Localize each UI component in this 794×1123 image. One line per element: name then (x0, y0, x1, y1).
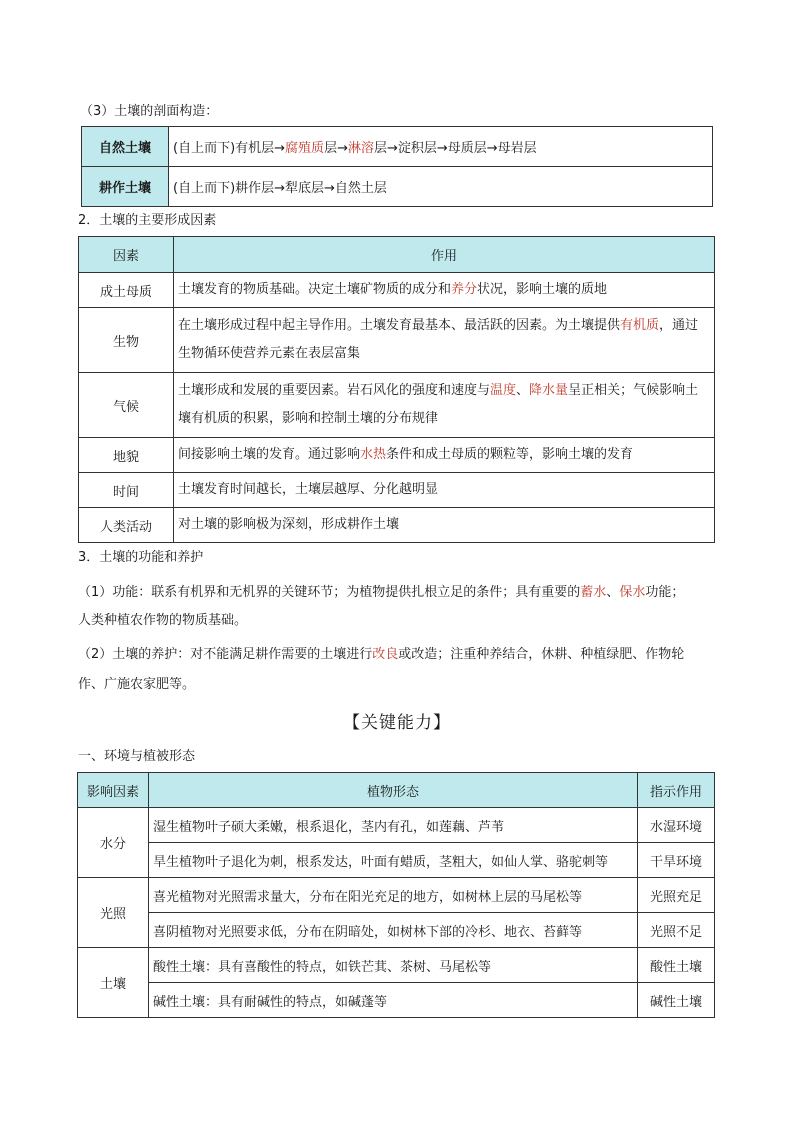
highlight-text: 保水 (619, 585, 646, 600)
indicator-cell: 酸性土壤 (638, 948, 715, 983)
highlight-text: 温度 (490, 383, 517, 398)
highlight-text: 腐殖质 (285, 141, 325, 156)
header-cell: 因素 (79, 237, 174, 273)
text-segment: 土壤发育时间越长，土壤层越厚、分化越明显 (178, 482, 439, 497)
table-row (79, 438, 715, 473)
highlight-text: 蓄水 (580, 585, 607, 600)
header-cell: 作用 (174, 237, 715, 273)
functions-p1-line2 (78, 612, 247, 630)
factor-effect (174, 473, 715, 508)
indicator-cell: 水湿环境 (638, 808, 715, 843)
form-cell: 喜阴植物对光照要求低，分布在阴暗处，如树林下部的冷杉、地衣、苔藓等 (149, 913, 638, 948)
factor-name: 成土母质 (79, 273, 174, 308)
factor-name: 人类活动 (79, 508, 174, 543)
form-cell: 喜光植物对光照需求量大，分布在阳光充足的地方，如树林上层的马尾松等 (149, 878, 638, 913)
factor-name: 时间 (79, 473, 174, 508)
highlight-text: 养分 (451, 282, 478, 297)
factor-cell: 土壤 (78, 948, 149, 1018)
soil-profile-table (81, 126, 713, 207)
table-row (78, 913, 715, 948)
row-key: 自然土壤 (82, 127, 169, 167)
text-segment: 状况，影响土壤的质地 (477, 282, 608, 297)
form-cell: 碱性土壤：具有耐碱性的特点，如碱蓬等 (149, 983, 638, 1018)
table-row (78, 983, 715, 1018)
text-segment: 功能； (645, 585, 685, 600)
soil-profile-heading: （3）土壤的剖面构造： (80, 104, 219, 119)
highlight-text: 水热 (360, 447, 387, 462)
table-row (79, 308, 715, 373)
text-segment: 土壤形成和发展的重要因素。岩石风化的强度和速度与 (178, 383, 491, 398)
table-row (79, 273, 715, 308)
functions-p1-line1 (78, 584, 684, 602)
factor-effect (174, 508, 715, 543)
factor-effect (174, 308, 715, 373)
header-cell: 指示作用 (638, 773, 715, 808)
indicator-cell: 光照不足 (638, 913, 715, 948)
indicator-cell: 碱性土壤 (638, 983, 715, 1018)
functions-p2-line2 (78, 676, 195, 694)
vegetation-table (77, 772, 715, 1018)
factors-table (78, 236, 715, 543)
table-header-row (79, 237, 715, 273)
text-segment: 对土壤的影响极为深刻，形成耕作土壤 (178, 517, 400, 532)
form-cell: 旱生植物叶子退化为刺，根系发达，叶面有蜡质，茎粗大，如仙人掌、骆驼刺等 (149, 843, 638, 878)
key-ability-subheading: 一、环境与植被形态 (78, 749, 196, 764)
highlight-text: 淋溶 (347, 141, 374, 156)
row-value (169, 167, 713, 207)
form-cell: 酸性土壤：具有喜酸性的特点，如铁芒萁、茶树、马尾松等 (149, 948, 638, 983)
text-segment: 条件和成土母质的颗粒等，影响土壤的发育 (386, 447, 634, 462)
text-segment: 土壤发育的物质基础。决定土壤矿物质的成分和 (178, 282, 452, 297)
text-segment: 层→ (324, 141, 348, 156)
text-segment: 或改造；注重种养结合，休耕、种植绿肥、作物轮 (398, 647, 685, 662)
highlight-text: 降水量 (529, 383, 569, 398)
indicator-cell: 干旱环境 (638, 843, 715, 878)
table-row (78, 843, 715, 878)
factor-effect (174, 373, 715, 438)
factor-effect (174, 273, 715, 308)
table-row (82, 127, 713, 167)
highlight-text: 有机质 (620, 318, 660, 333)
row-value (169, 127, 713, 167)
header-cell: 影响因素 (78, 773, 149, 808)
text-segment: (自上而下)有机层→ (173, 141, 286, 156)
table-row (79, 373, 715, 438)
text-segment: (自上而下)耕作层→犁底层→自然土层 (173, 181, 387, 196)
table-row (78, 808, 715, 843)
text-segment: 、 (606, 585, 620, 600)
text-segment: ，通过生物循环使营养元素在表层富集 (178, 318, 699, 361)
text-segment: 间接影响土壤的发育。通过影响 (178, 447, 361, 462)
factor-name: 生物 (79, 308, 174, 373)
text-segment: 人类种植农作物的物质基础。 (78, 613, 248, 628)
functions-heading: 3．土壤的功能和养护 (78, 550, 204, 565)
text-segment: 作、广施农家肥等。 (78, 677, 196, 692)
header-cell: 植物形态 (149, 773, 638, 808)
row-key: 耕作土壤 (82, 167, 169, 207)
table-row (79, 473, 715, 508)
table-header-row (78, 773, 715, 808)
indicator-cell: 光照充足 (638, 878, 715, 913)
text-segment: 、 (516, 383, 530, 398)
table-row (82, 167, 713, 207)
form-cell: 湿生植物叶子硕大柔嫩，根系退化，茎内有孔，如莲藕、芦苇 (149, 808, 638, 843)
factor-name: 地貌 (79, 438, 174, 473)
text-segment: （1）功能：联系有机界和无机界的关键环节；为植物提供扎根立足的条件；具有重要的 (78, 585, 581, 600)
factors-heading: 2．土壤的主要形成因素 (78, 213, 217, 228)
table-row (78, 878, 715, 913)
functions-p2-line1 (78, 646, 684, 664)
text-segment: 呈正相关；气候影响土壤有机质的积累，影响和控制土壤的分布规律 (178, 383, 699, 426)
key-ability-title: 【关键能力】 (343, 713, 451, 733)
factor-name: 气候 (79, 373, 174, 438)
factor-cell: 水分 (78, 808, 149, 878)
factor-effect (174, 438, 715, 473)
highlight-text: 改良 (372, 647, 399, 662)
text-segment: （2）土壤的养护：对不能满足耕作需要的土壤进行 (78, 647, 373, 662)
table-row (78, 948, 715, 983)
text-segment: 层→淀积层→母质层→母岩层 (373, 141, 537, 156)
factor-cell: 光照 (78, 878, 149, 948)
table-row (79, 508, 715, 543)
text-segment: 在土壤形成过程中起主导作用。土壤发育最基本、最活跃的因素。为土壤提供 (178, 318, 621, 333)
